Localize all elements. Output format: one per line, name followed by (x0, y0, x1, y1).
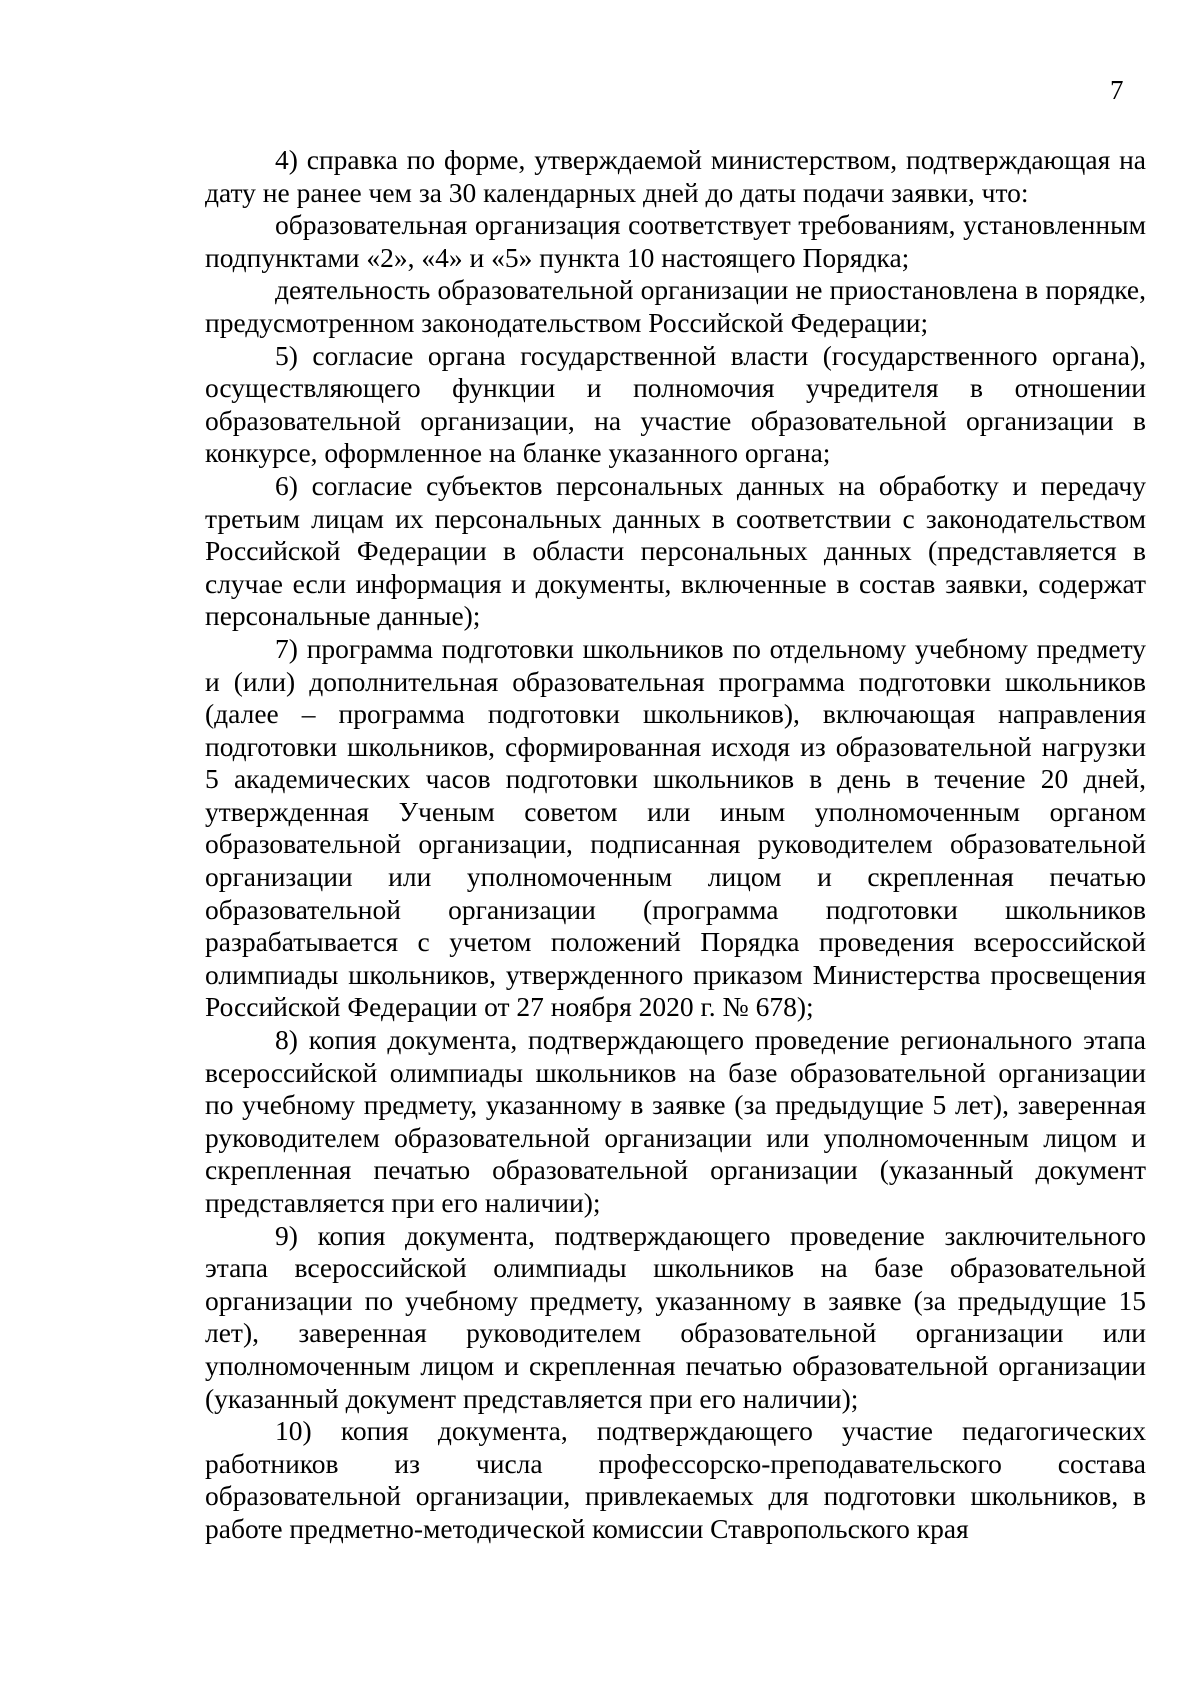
paragraph-item-4-certificate: 4) справка по форме, утверждаемой министерством, подтверждающая на дату не ранее чем за 30 календарных дней до даты подачи заявки, что: (205, 144, 1146, 208)
paragraph-item-8-regional-stage-copy: 8) копия документа, подтверждающего проведение регионального этапа всероссийской олимпиады школьников на базе образовательной организации по учебному предмету, указанному в заявке (за предыдущие 5 лет), заверенная руководителем образовательной организации или уполномоченным лицом и скрепленная печатью образовательной организации (указанный документ представляется при его наличии); (205, 1024, 1146, 1218)
paragraph-requirements-met: образовательная организация соответствует требованиям, установленным подпунктами «2», «4» и «5» пункта 10 настоящего Порядка; (205, 209, 1146, 273)
paragraph-item-6-personal-data-consent: 6) согласие субъектов персональных данных на обработку и передачу третьим лицам их персональных данных в соответствии с законодательством Российской Федерации в области персональных данных (представляется в случае если информация и документы, включенные в состав заявки, содержат персональные данные); (205, 469, 1146, 632)
paragraph-item-5-founder-consent: 5) согласие органа государственной власти (государственного органа), осуществляющего функции и полномочия учредителя в отношении образовательной организации, на участие образовательной организации в конкурсе, оформленное на бланке указанного органа; (205, 339, 1146, 469)
document-body (205, 144, 1146, 1546)
page-number: 7 (1110, 75, 1124, 105)
paragraph-item-9-final-stage-copy: 9) копия документа, подтверждающего проведение заключительного этапа всероссийской олимпиады школьников на базе образовательной организации по учебному предмету, указанному в заявке (за предыдущие 15 лет), заверенная руководителем образовательной организации или уполномоченным лицом и скрепленная печатью образовательной организации (указанный документ представляется при его наличии); (205, 1219, 1146, 1414)
paragraph-activity-not-suspended: деятельность образовательной организации не приостановлена в порядке, предусмотренном законодательством Российской Федерации; (205, 274, 1146, 338)
paragraph-item-7-training-program: 7) программа подготовки школьников по отдельному учебному предмету и (или) дополнительная образовательная программа подготовки школьников (далее – программа подготовки школьников), включающая направления подготовки школьников, сформированная исходя из образовательной нагрузки 5 академических часов подготовки школьников в день в течение 20 дней, утвержденная Ученым советом или иным уполномоченным органом образовательной организации, подписанная руководителем образовательной организации или уполномоченным лицом и скрепленная печатью образовательной организации (программа подготовки школьников разрабатывается с учетом положений Порядка проведения всероссийской олимпиады школьников, утвержденного приказом Министерства просвещения Российской Федерации от 27 ноября 2020 г. № 678); (205, 632, 1146, 1023)
paragraph-item-10-commission-participation: 10) копия документа, подтверждающего участие педагогических работников из числа профессорско-преподавательского состава образовательной организации, привлекаемых для подготовки школьников, в работе предметно-методической комиссии Ставропольского края (205, 1415, 1146, 1544)
